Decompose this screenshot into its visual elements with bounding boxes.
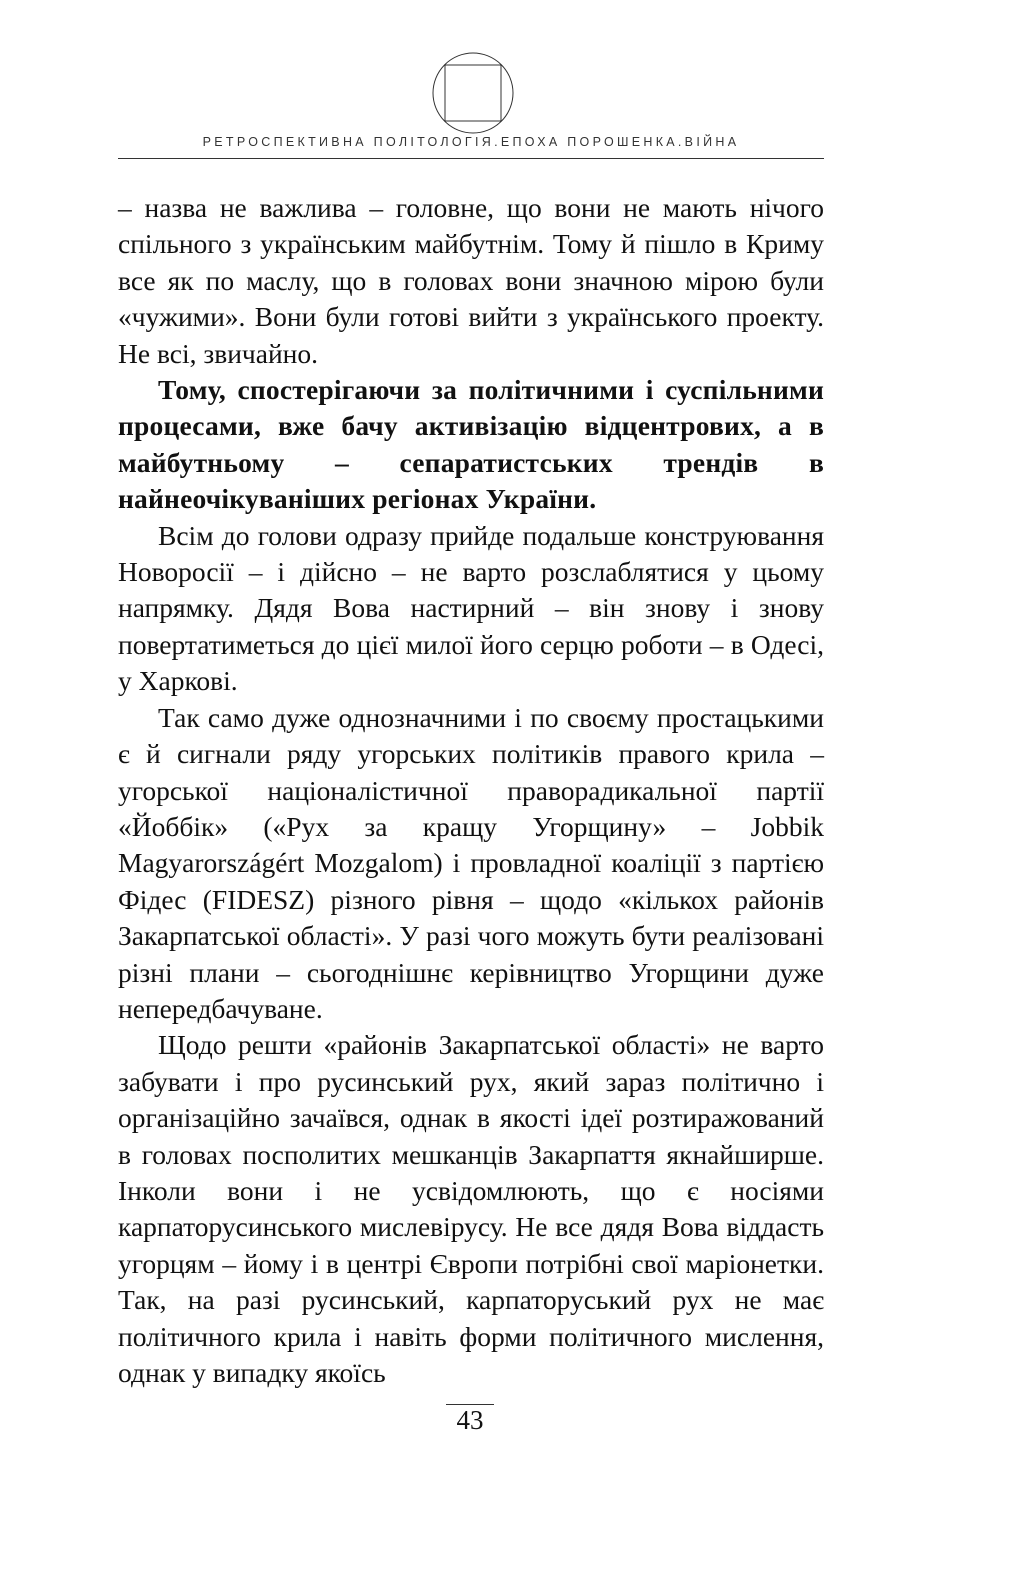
paragraph: Всім до голови одразу прийде подальше конструювання Новоросії – і дійсно – не варто розслаблятися у цьому напрямку. Дядя Вова настирний – він знову і знову повертатиметься до цієї милої його серцю роботи – в Одесі, у Харкові. <box>118 519 824 697</box>
bold-paragraph: Тому, спостерігаючи за політичними і суспільними процесами, вже бачу активізацію відцентрових, а в майбутньому – сепаратистських трендів в найнеочікуваніших регіонах України. <box>118 374 824 515</box>
paragraph: Так само дуже однозначними і по своєму простацькими є й сигнали ряду угорських політиків правого крила – угорської націоналістичної праворадикальної партії «Йоббік» («Рух за кращу Угорщину» – Jobbik Magyarországért Mozgalom) і провладної коаліції з партією Фідес (FIDESZ) різного рівня – щодо «кількох районів Закарпатської області». У разі чого можуть бути реалізовані різні плани – сьогоднішнє керівництво Угорщини дуже непередбачуване. <box>118 701 824 1024</box>
circle-square-emblem-icon <box>430 50 516 136</box>
body-text <box>118 190 824 1391</box>
running-head: РЕТРОСПЕКТИВНА ПОЛІТОЛОГІЯ.ЕПОХА ПОРОШЕНКА.ВІЙНА <box>202 135 740 149</box>
header-rule <box>118 158 824 159</box>
page-number: 43 <box>456 1405 484 1435</box>
paragraph: – назва не важлива – головне, що вони не мають нічого спільного з українським майбутнім. Тому й пішло в Криму все як по маслу, що в головах вони значною мірою були «чужими». Вони були готові вийти з українського проекту. Не всі, звичайно. <box>118 192 824 369</box>
paragraph: Щодо решти «районів Закарпатської області» не варто забувати і про русинський рух, який зараз політично і організаційно зачаївся, однак в якості ідеї розтиражований в головах посполитих мешканців Закарпаття якнайширше. Інколи вони і не усвідомлюють, що є носіями карпаторусинського мислевірусу. Не все дядя Вова віддасть угорцям – йому і в центрі Європи потрібні свої маріонетки. Так, на разі русинський, карпаторуський рух не має політичного крила і навіть форми політичного мислення, однак у випадку якоїсь <box>118 1029 824 1388</box>
